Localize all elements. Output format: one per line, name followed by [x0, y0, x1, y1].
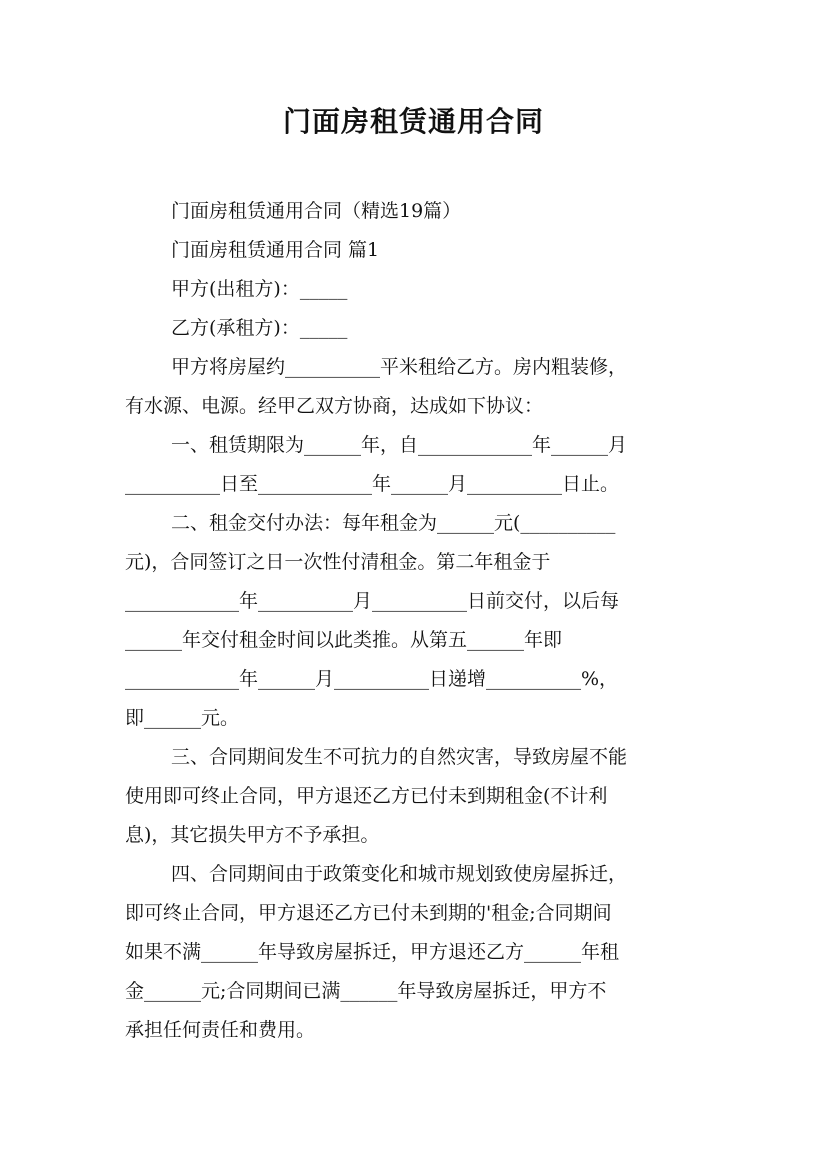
clause-4-line: 承担任何责任和费用。	[125, 1019, 316, 1041]
clause-1-line: 一、租赁期限为______年，自____________年______月	[171, 434, 628, 456]
clause-2-line: ______年交付租金时间以此类推。从第五______年即	[125, 629, 563, 651]
clause-4-line: 金______元;合同期间已满______年导致房屋拆迁，甲方不	[125, 980, 607, 1002]
clause-2-line: 即______元。	[125, 707, 240, 729]
clause-4-line: 如果不满______年导致房屋拆迁，甲方退还乙方______年租	[125, 941, 620, 963]
paragraph-line: 有水源、电源。经甲乙双方协商，达成如下协议：	[125, 395, 544, 417]
clause-1-line: __________日至____________年______月__________日止。	[125, 473, 620, 495]
party-b-line: 乙方(承租方)：_____	[171, 317, 348, 339]
section-heading: 门面房租赁通用合同 篇1	[171, 239, 380, 261]
clause-2-line: 二、租金交付办法：每年租金为______元(__________	[171, 512, 616, 534]
party-a-line: 甲方(出租方)：_____	[171, 278, 348, 300]
document-title: 门面房租赁通用合同	[282, 105, 544, 138]
clause-4-line: 四、合同期间由于政策变化和城市规划致使房屋拆迁，	[171, 863, 628, 885]
clause-3-line: 使用即可终止合同，甲方退还乙方已付未到期租金(不计利	[125, 785, 608, 807]
clause-3-line: 息)，其它损失甲方不予承担。	[125, 824, 380, 846]
subtitle-line: 门面房租赁通用合同（精选19篇）	[171, 200, 462, 222]
paragraph-line: 甲方将房屋约__________平米租给乙方。房内粗装修，	[171, 356, 628, 378]
clause-3-line: 三、合同期间发生不可抗力的自然灾害，导致房屋不能	[171, 746, 628, 768]
clause-4-line: 即可终止合同，甲方退还乙方已付未到期的'租金;合同期间	[125, 902, 612, 924]
clause-2-line: ____________年__________月__________日前交付，以后每	[125, 590, 620, 612]
clause-2-line: ____________年______月__________日递增__________%，	[125, 668, 619, 690]
clause-2-line: 元)，合同签订之日一次性付清租金。第二年租金于	[125, 551, 551, 573]
